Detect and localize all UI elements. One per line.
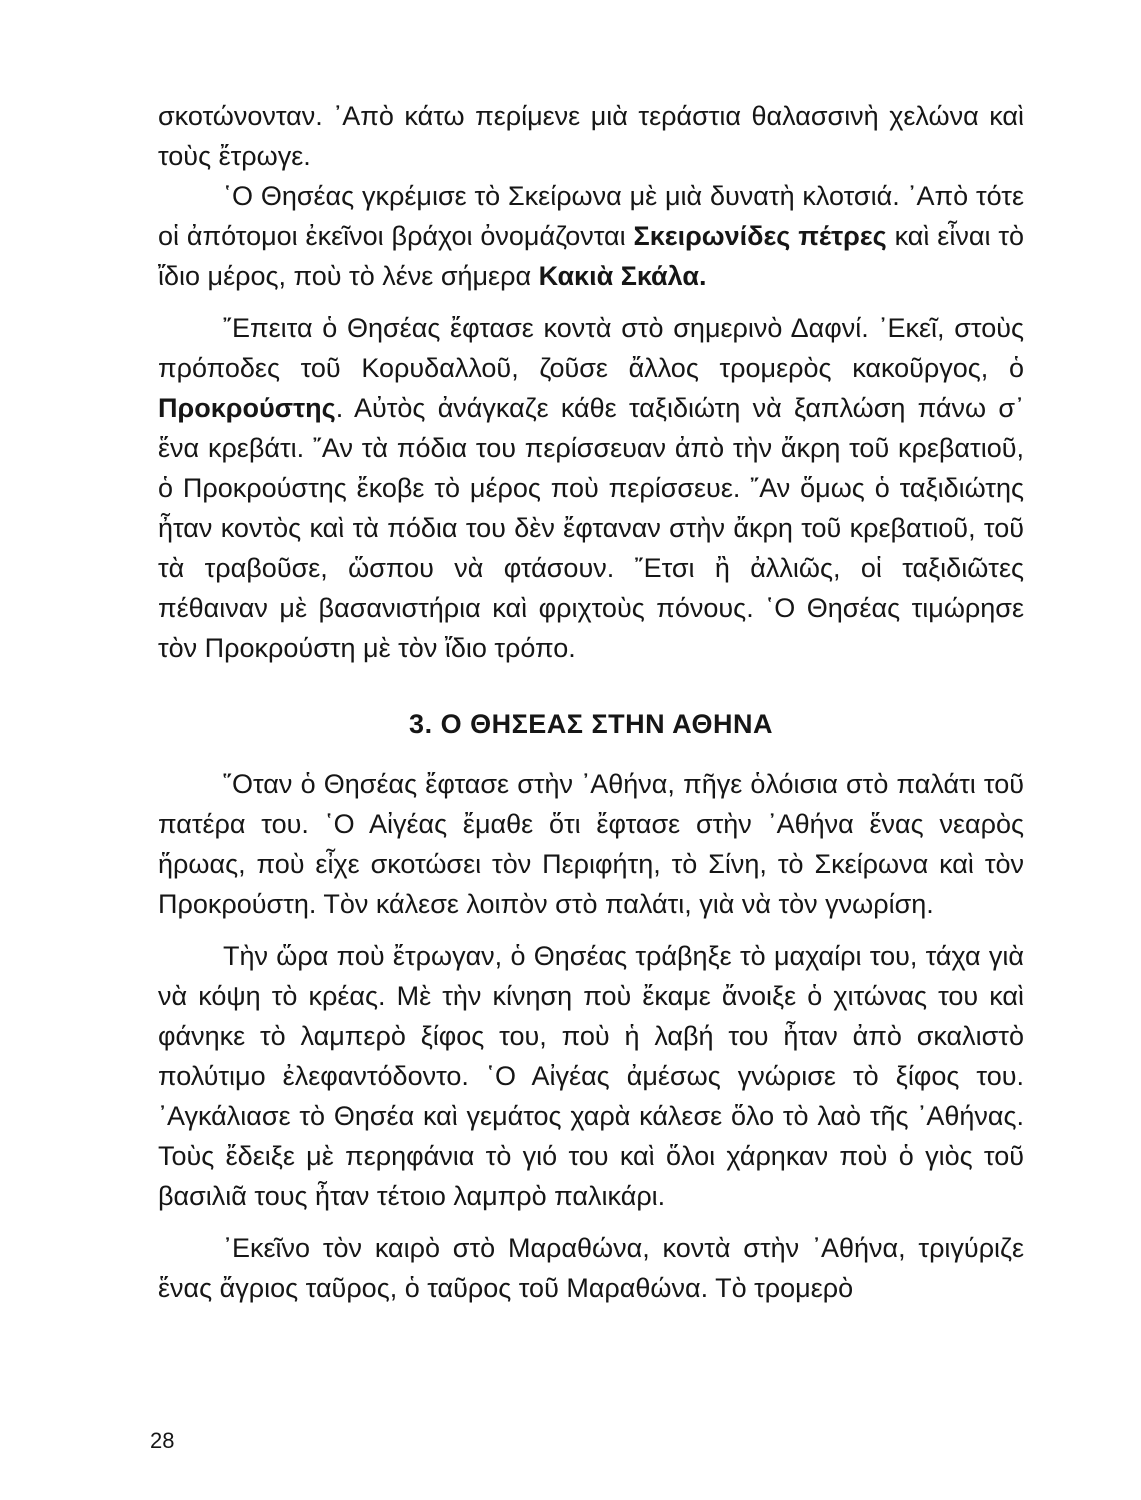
text-run: Τὴν ὥρα ποὺ ἔτρωγαν, ὁ Θησέας τράβηξε τὸ μαχαίρι του, τάχα γιὰ νὰ κόψη τὸ κρέας. Μὲ τὴν κίνηση ποὺ ἔκαμε ἄνοιξε ὁ χιτώνας του καὶ φάνηκε τὸ λαμπερὸ ξίφος του, ποὺ ἡ λαβή του ἦταν ἀπὸ σκαλιστὸ πολύτιμο ἐλεφαντόδοντο. ῾Ο Αἰγέας ἀμέσως γνώρισε τὸ ξίφος του. ᾿Αγκάλιασε τὸ Θησέα καὶ γεμάτος χαρὰ κάλεσε ὅλο τὸ λαὸ τῆς ᾿Αθήνας. Τοὺς ἔδειξε μὲ περηφάνια τὸ γιό του καὶ ὅλοι χάρηκαν ποὺ ὁ γιὸς τοῦ βασιλιᾶ τους ἦταν τέτοιο λαμπρὸ παλικάρι. xyxy=(158,941,1024,1211)
paragraph xyxy=(158,96,1024,176)
paragraph xyxy=(158,176,1024,296)
section-heading: 3. Ο ΘΗΣΕΑΣ ΣΤΗΝ ΑΘΗΝΑ xyxy=(409,709,773,739)
paragraph xyxy=(158,308,1024,668)
body-text xyxy=(158,96,1024,1308)
text-run: ῎Επειτα ὁ Θησέας ἔφτασε κοντὰ στὸ σημερινὸ Δαφνί. ᾿Εκεῖ, στοὺς πρόποδες τοῦ Κορυδαλλοῦ, ζοῦσε ἄλλος τρομερὸς κακοῦργος, ὁ xyxy=(158,313,1024,383)
text-run: καὶ εἶναι τὸ ἴδιο μέρος, ποὺ τὸ λένε σήμερα xyxy=(158,221,1025,291)
bold-term: Προκρούστης xyxy=(158,393,336,423)
bold-term: Κακιὰ Σκάλα. xyxy=(538,261,707,291)
page-number: 28 xyxy=(150,1428,175,1453)
text-run: . Αὐτὸς ἀνάγκαζε κάθε ταξιδιώτη νὰ ξαπλώση πάνω σ᾿ ἕνα κρεβάτι. ῎Αν τὰ πόδια του περίσσευαν ἀπὸ τὴν ἄκρη τοῦ κρεβατιοῦ, ὁ Προκρούστης ἔκοβε τὸ μέρος ποὺ περίσσευε. ῎Αν ὅμως ὁ ταξιδιώτης ἦταν κοντὸς καὶ τὰ πόδια του δὲν ἔφταναν στὴν ἄκρη τοῦ κρεβατιοῦ, τοῦ τὰ τραβοῦσε, ὥσπου νὰ φτάσουν. ῎Ετσι ἢ ἀλλιῶς, οἱ ταξιδιῶτες πέθαιναν μὲ βασανιστήρια καὶ φριχτοὺς πόνους. ῾Ο Θησέας τιμώρησε τὸν Προκρούστη μὲ τὸν ἴδιο τρόπο. xyxy=(158,393,1024,663)
text-run: ᾿Εκεῖνο τὸν καιρὸ στὸ Μαραθώνα, κοντὰ στὴν ᾿Αθήνα, τριγύριζε ἕνας ἄγριος ταῦρος, ὁ ταῦρος τοῦ Μαραθώνα. Τὸ τρομερὸ xyxy=(158,1233,1024,1303)
paragraph xyxy=(158,936,1024,1216)
paragraph xyxy=(158,1228,1024,1308)
text-run: ῾Ο Θησέας γκρέμισε τὸ Σκείρωνα μὲ μιὰ δυνατὴ κλοτσιά. ᾿Απὸ τότε οἱ ἀπότομοι ἐκεῖνοι βράχοι ὀνομάζονται xyxy=(158,181,1024,251)
paragraphs-after-heading xyxy=(158,764,1024,1308)
paragraphs-before-heading xyxy=(158,96,1024,668)
paragraph xyxy=(158,764,1024,924)
text-run: σκοτώνονταν. ᾿Απὸ κάτω περίμενε μιὰ τεράστια θαλασσινὴ χελώνα καὶ τοὺς ἔτρωγε. xyxy=(158,101,1024,171)
bold-term: Σκειρωνίδες πέτρες xyxy=(633,221,887,251)
text-run: ῞Οταν ὁ Θησέας ἔφτασε στὴν ᾿Αθήνα, πῆγε ὁλόισια στὸ παλάτι τοῦ πατέρα του. ῾Ο Αἰγέας ἔμαθε ὅτι ἔφτασε στὴν ᾿Αθήνα ἕνας νεαρὸς ἥρωας, ποὺ εἶχε σκοτώσει τὸν Περιφήτη, τὸ Σίνη, τὸ Σκείρωνα καὶ τὸν Προκρούστη. Τὸν κάλεσε λοιπὸν στὸ παλάτι, γιὰ νὰ τὸν γνωρίση. xyxy=(158,769,1024,919)
